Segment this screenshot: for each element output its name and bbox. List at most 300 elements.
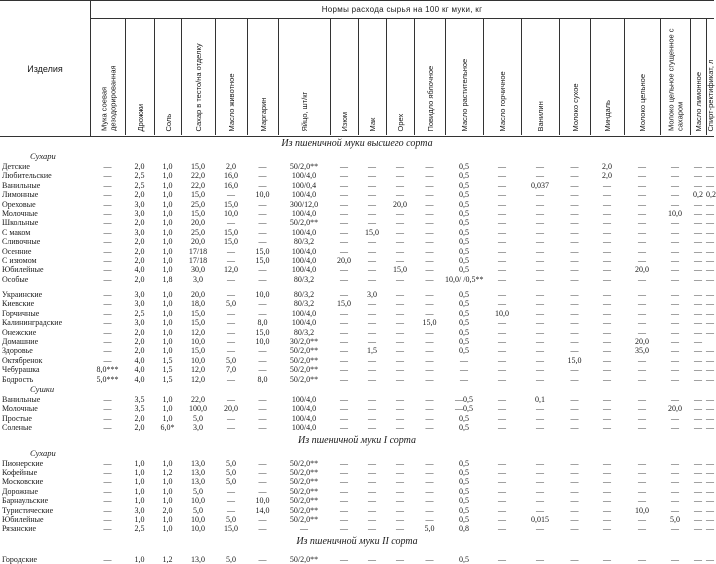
table-cell: 15,0 <box>224 524 238 534</box>
table-cell: — <box>340 208 348 218</box>
table-cell: — <box>258 162 267 171</box>
table-cell: 3,0 <box>134 227 145 237</box>
table-cell: 30,0 <box>191 265 205 275</box>
table-cell: 1,0 <box>134 496 145 506</box>
table-cell: — <box>570 237 579 247</box>
table-row <box>0 337 714 346</box>
table-cell: — <box>536 199 544 209</box>
table-cell: — <box>570 524 579 534</box>
table-cell: — <box>368 208 376 218</box>
table-cell: 50/2,0** <box>289 355 319 365</box>
table-cell: — <box>603 423 611 433</box>
product-name: Украинские <box>2 290 43 300</box>
column-header <box>358 19 387 135</box>
table-row <box>0 181 714 190</box>
table-cell: — <box>368 180 376 190</box>
table-cell: — <box>396 374 404 384</box>
table-cell: 50/2,0** <box>289 374 319 384</box>
section-title: Из пшеничной муки высшего сорта <box>281 138 433 149</box>
table-body <box>0 136 714 564</box>
product-name: Киевские <box>2 299 35 309</box>
table-cell: — <box>570 308 579 318</box>
table-cell: — <box>706 255 714 265</box>
table-cell: 5,0*** <box>96 374 119 384</box>
table-cell: — <box>498 413 506 423</box>
table-cell: — <box>694 413 702 423</box>
table-cell: 35,0 <box>635 346 649 356</box>
table-cell: — <box>498 346 506 356</box>
table-row <box>0 309 714 318</box>
table-cell: — <box>103 171 112 181</box>
table-cell: — <box>638 404 646 414</box>
table-cell: 15,0 <box>422 318 437 328</box>
table-cell: — <box>706 199 714 209</box>
table-cell: 2,0 <box>134 327 145 337</box>
table-cell: — <box>396 290 404 300</box>
table-cell: — <box>425 423 434 433</box>
table-cell: 18,0 <box>191 299 205 309</box>
table-cell: 50/2,0** <box>289 162 319 171</box>
table-cell: — <box>368 190 376 200</box>
table-cell: — <box>536 423 544 433</box>
table-cell: 10,0 <box>255 190 270 200</box>
table-cell: — <box>396 413 404 423</box>
table-cell: — <box>396 227 404 237</box>
table-cell: — <box>425 290 434 300</box>
table-cell: 50/2,0** <box>289 477 319 487</box>
table-cell: — <box>396 337 404 347</box>
table-row <box>0 356 714 365</box>
table-cell: — <box>368 413 376 423</box>
table-cell: — <box>103 423 112 433</box>
table-cell: 1,0 <box>162 496 173 506</box>
column-header <box>90 19 126 135</box>
table-cell: — <box>706 467 714 477</box>
product-name: Онежские <box>2 327 37 337</box>
table-cell: 10,0 <box>191 337 205 347</box>
table-cell: — <box>498 290 506 300</box>
table-cell: 1,0 <box>162 318 173 328</box>
column-header <box>445 19 484 135</box>
table-cell: — <box>638 208 646 218</box>
table-cell: — <box>603 374 611 384</box>
table-cell: — <box>694 477 702 487</box>
product-name: Молочные <box>2 208 38 218</box>
table-cell: — <box>536 355 544 365</box>
table-cell: — <box>603 218 611 228</box>
table-cell: — <box>603 477 611 487</box>
table-cell: — <box>340 171 348 181</box>
table-cell: — <box>603 554 611 564</box>
table-cell: 1,0 <box>162 524 173 534</box>
table-cell: — <box>498 227 506 237</box>
table-cell: — <box>103 180 112 190</box>
table-cell: — <box>603 486 611 496</box>
product-name: Барнаульские <box>2 496 49 506</box>
table-cell: — <box>671 290 679 300</box>
table-cell: — <box>671 346 679 356</box>
table-cell: — <box>340 554 348 564</box>
table-cell: — <box>396 477 404 487</box>
table-cell: — <box>706 274 714 284</box>
table-cell: — <box>425 208 434 218</box>
table-cell: — <box>671 554 679 564</box>
table-cell: — <box>368 477 376 487</box>
table-cell: — <box>603 524 611 534</box>
table-cell: — <box>340 227 348 237</box>
table-cell: 50/2,0** <box>289 514 319 524</box>
table-row <box>0 375 714 384</box>
table-cell: — <box>340 467 348 477</box>
table-cell: 1,0 <box>162 255 173 265</box>
table-cell: — <box>536 162 544 171</box>
table-row <box>0 506 714 515</box>
table-cell: — <box>603 208 611 218</box>
table-cell: — <box>638 318 646 328</box>
table-cell: 5,0 <box>226 467 236 477</box>
table-cell: — <box>368 308 376 318</box>
product-name: Сливочные <box>2 237 41 247</box>
table-cell: — <box>694 423 702 433</box>
table-cell: — <box>706 514 714 524</box>
table-cell: 12,0 <box>191 374 205 384</box>
table-cell: 4,0 <box>134 374 145 384</box>
table-cell: 1,0 <box>162 180 173 190</box>
table-cell: — <box>638 413 646 423</box>
table-cell: — <box>227 346 235 356</box>
table-cell: — <box>603 265 611 275</box>
table-cell: — <box>671 237 679 247</box>
table-cell: — <box>425 162 434 171</box>
column-header <box>154 19 182 135</box>
table-cell: 100/4,0 <box>291 318 317 328</box>
table-cell: 80/3,2 <box>293 327 315 337</box>
table-cell: — <box>227 190 235 200</box>
table-cell: — <box>425 265 434 275</box>
table-cell: 1,0 <box>162 299 173 309</box>
table-cell: 1,0 <box>162 190 173 200</box>
table-cell: 5,0 <box>193 486 203 496</box>
column-header <box>706 19 715 135</box>
table-cell: 80/3,2 <box>293 274 315 284</box>
table-cell: — <box>638 237 646 247</box>
table-cell: — <box>396 190 404 200</box>
table-cell: 0,8 <box>459 524 469 534</box>
table-cell: 1,0 <box>162 290 173 300</box>
table-cell: — <box>340 365 348 375</box>
table-cell: 15,0 <box>224 227 238 237</box>
column-header <box>215 19 248 135</box>
product-name: С изюмом <box>2 255 37 265</box>
table-cell: — <box>340 505 348 515</box>
table-cell: — <box>368 404 376 414</box>
table-cell: — <box>706 346 714 356</box>
table-cell: 0,5 <box>459 514 469 524</box>
table-cell: — <box>460 365 468 375</box>
table-cell: 80/3,2 <box>293 237 315 247</box>
table-cell: — <box>694 227 702 237</box>
table-cell: — <box>396 308 404 318</box>
table-cell: 10,0 <box>191 355 205 365</box>
table-cell: — <box>570 171 579 181</box>
row-label-header: Изделия <box>27 63 63 74</box>
table-cell: — <box>340 346 348 356</box>
table-cell: — <box>103 477 112 487</box>
table-cell: — <box>258 227 267 237</box>
table-row <box>0 515 714 524</box>
table-cell: — <box>570 227 579 237</box>
table-cell: — <box>368 423 376 433</box>
table-cell: — <box>638 227 646 237</box>
table-cell: 10,0 <box>255 496 270 506</box>
table-cell: —0,5 <box>455 394 473 404</box>
table-cell: 15,0 <box>567 355 582 365</box>
column-header-label: Молоко цельное сгущенное с сахаром <box>666 28 684 131</box>
table-cell: 2,0 <box>134 413 145 423</box>
table-cell: — <box>425 477 434 487</box>
table-cell: 1,0 <box>162 486 173 496</box>
table-cell: — <box>603 227 611 237</box>
table-cell: 30/2,0** <box>289 337 319 347</box>
table-cell: — <box>694 337 702 347</box>
table-cell: 25,0 <box>191 227 205 237</box>
table-cell: 0,5 <box>459 318 469 328</box>
table-cell: — <box>425 246 434 256</box>
table-cell: — <box>706 486 714 496</box>
table-cell: 0,5 <box>459 413 469 423</box>
table-cell: 100/4,0 <box>291 227 317 237</box>
table-cell: — <box>498 327 506 337</box>
table-cell: — <box>638 467 646 477</box>
table-row <box>0 459 714 468</box>
table-cell: 13,0 <box>191 554 205 564</box>
table-cell: — <box>103 274 112 284</box>
table-cell: 3,5 <box>134 394 145 404</box>
table-cell: — <box>340 180 348 190</box>
table-cell: — <box>694 308 702 318</box>
table-cell: — <box>368 255 376 265</box>
table-cell: 100/4,0 <box>291 255 317 265</box>
table-cell: — <box>706 265 714 275</box>
table-cell: 1,0 <box>134 514 145 524</box>
table-cell: — <box>498 274 506 284</box>
table-cell: — <box>258 218 267 228</box>
table-row <box>0 414 714 423</box>
table-cell: — <box>498 467 506 477</box>
table-cell: — <box>706 308 714 318</box>
table-cell: — <box>603 299 611 309</box>
table-cell: — <box>706 496 714 506</box>
table-cell: 5,0 <box>226 458 236 468</box>
product-name: Кофейные <box>2 467 38 477</box>
product-name: Юбилейные <box>2 514 44 524</box>
table-cell: — <box>498 265 506 275</box>
table-cell: 12,0 <box>191 365 205 375</box>
column-header <box>559 19 591 135</box>
table-cell: — <box>258 208 267 218</box>
table-cell: — <box>396 255 404 265</box>
table-cell: — <box>340 404 348 414</box>
table-cell: — <box>396 355 404 365</box>
table-cell: — <box>671 394 679 404</box>
table-row <box>0 395 714 404</box>
table-cell: 0,5 <box>459 496 469 506</box>
table-cell: 50/2,0** <box>289 554 319 564</box>
table-cell: — <box>570 255 579 265</box>
table-cell: — <box>396 180 404 190</box>
table-cell: — <box>258 394 267 404</box>
table-cell: 15,0 <box>255 246 270 256</box>
table-cell: 100/4,0 <box>291 404 317 414</box>
table-cell: 0,015 <box>531 514 549 524</box>
table-cell: 12,0 <box>191 327 205 337</box>
table-cell: 15,0 <box>191 318 205 328</box>
table-cell: 1,0 <box>134 467 145 477</box>
table-cell: 1,0 <box>162 162 173 171</box>
table-cell: 0,5 <box>459 199 469 209</box>
table-cell: 3,0 <box>134 208 145 218</box>
table-row <box>0 346 714 355</box>
table-cell: — <box>671 374 679 384</box>
table-cell: 2,0 <box>602 162 612 171</box>
table-cell: 0,5 <box>459 308 469 318</box>
table-row <box>0 496 714 505</box>
table-cell: 6,0* <box>160 423 175 433</box>
table-cell: 2,0 <box>134 246 145 256</box>
product-name: Юбилейные <box>2 265 44 275</box>
table-cell: 3,0 <box>134 505 145 515</box>
table-cell: — <box>706 374 714 384</box>
table-cell: 15,0 <box>255 327 270 337</box>
table-cell: — <box>671 246 679 256</box>
table-cell: — <box>258 274 267 284</box>
table-cell: — <box>396 365 404 375</box>
table-row <box>0 265 714 274</box>
table-cell: — <box>671 327 679 337</box>
section-title: Из пшеничной муки II сорта <box>296 535 418 547</box>
table-cell: — <box>570 208 579 218</box>
table-cell: 5,0 <box>193 505 203 515</box>
table-cell: — <box>706 237 714 247</box>
table-cell: — <box>536 496 544 506</box>
table-cell: — <box>258 308 267 318</box>
table-cell: — <box>396 218 404 228</box>
table-cell: — <box>570 162 579 171</box>
table-cell: 0,5 <box>459 190 469 200</box>
table-cell: — <box>227 337 235 347</box>
table-cell: — <box>603 365 611 375</box>
table-cell: — <box>368 199 376 209</box>
table-cell: — <box>706 413 714 423</box>
table-cell: — <box>103 514 112 524</box>
table-cell: — <box>368 246 376 256</box>
table-cell: — <box>368 365 376 375</box>
column-header <box>247 19 279 135</box>
table-cell: — <box>706 355 714 365</box>
table-cell: — <box>498 365 506 375</box>
table-cell: — <box>603 290 611 300</box>
table-cell: — <box>638 394 646 404</box>
table-cell: — <box>603 246 611 256</box>
table-cell: — <box>570 404 579 414</box>
table-cell: — <box>340 524 348 534</box>
table-cell: — <box>671 227 679 237</box>
table-cell: — <box>425 394 434 404</box>
table-cell: 15,0 <box>191 208 205 218</box>
table-cell: 2,5 <box>134 308 145 318</box>
table-cell: — <box>396 524 404 534</box>
table-cell: — <box>694 274 702 284</box>
table-cell: — <box>258 365 267 375</box>
product-name: Домашние <box>2 337 39 347</box>
table-header <box>0 0 714 137</box>
table-cell: — <box>671 318 679 328</box>
table-cell: — <box>694 265 702 275</box>
table-cell: — <box>570 458 579 468</box>
table-cell: — <box>694 346 702 356</box>
table-cell: 3,5 <box>134 404 145 414</box>
column-header <box>278 19 331 135</box>
table-cell: 0,5 <box>459 423 469 433</box>
table-cell: — <box>498 514 506 524</box>
table-row <box>0 404 714 413</box>
table-cell: — <box>340 265 348 275</box>
table-cell: — <box>536 290 544 300</box>
product-name: Особые <box>2 274 29 284</box>
table-cell: — <box>227 308 235 318</box>
product-name: Осенние <box>2 246 32 256</box>
table-cell: — <box>671 265 679 275</box>
table-cell: 20,0 <box>668 404 682 414</box>
table-cell: — <box>368 355 376 365</box>
table-cell: 100/0,4 <box>291 180 317 190</box>
section-title: Из пшеничной муки I сорта <box>297 434 417 446</box>
table-cell: 0,5 <box>459 554 469 564</box>
table-cell: — <box>103 299 112 309</box>
table-cell: — <box>694 171 702 181</box>
table-cell: 2,0 <box>134 337 145 347</box>
table-cell: — <box>258 299 267 309</box>
table-cell: — <box>103 337 112 347</box>
table-cell: — <box>103 227 112 237</box>
column-header-label: Сахар в тесто/на отделку <box>193 42 203 131</box>
table-cell: — <box>638 524 646 534</box>
table-cell: — <box>396 274 404 284</box>
table-cell: — <box>638 374 646 384</box>
table-cell: — <box>603 255 611 265</box>
table-cell: 1,0 <box>162 413 173 423</box>
table-cell: —0,5 <box>455 404 473 414</box>
table-cell: 13,0 <box>191 477 205 487</box>
table-cell: — <box>368 327 376 337</box>
table-cell: 0,5 <box>459 265 469 275</box>
table-cell: — <box>570 218 579 228</box>
table-cell: — <box>694 255 702 265</box>
product-name: Рязанские <box>2 524 37 534</box>
product-name: Молочные <box>2 404 38 414</box>
table-cell: — <box>570 180 579 190</box>
table-cell: — <box>425 199 434 209</box>
table-cell: — <box>368 218 376 228</box>
table-cell: 10,0 <box>668 208 682 218</box>
table-cell: — <box>340 218 348 228</box>
table-cell: — <box>694 505 702 515</box>
table-cell: 1,2 <box>162 467 173 477</box>
table-cell: 10,0 <box>224 208 238 218</box>
table-cell: 0,5 <box>459 327 469 337</box>
table-cell: 0,5 <box>459 346 469 356</box>
table-cell: — <box>694 180 702 190</box>
